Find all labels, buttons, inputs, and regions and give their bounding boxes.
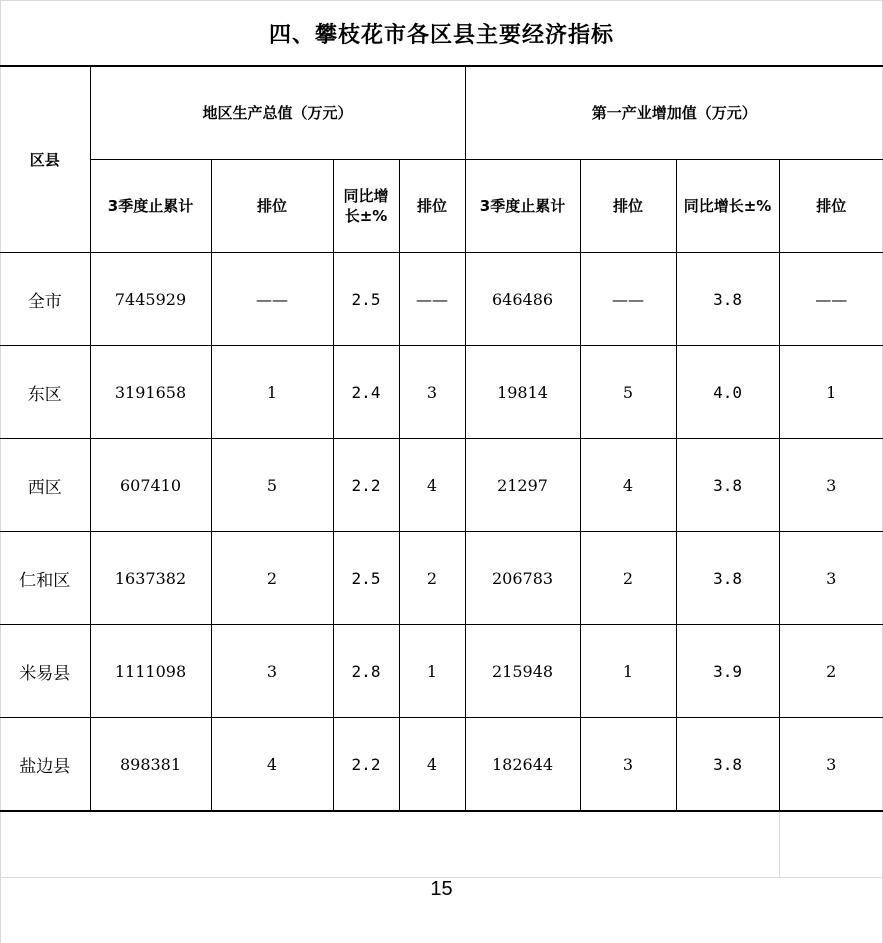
header-district-label: 区县 — [29, 150, 60, 169]
economic-indicators-table — [0, 66, 883, 812]
primary-rank-cell: 1 — [580, 625, 676, 718]
table-row — [0, 718, 883, 812]
table-row — [0, 439, 883, 532]
table-row — [0, 532, 883, 625]
table-row — [0, 253, 883, 346]
district-cell: 西区 — [0, 439, 90, 532]
gdp-cell: 7445929 — [90, 253, 211, 346]
gdp-yoy-cell: 2.8 — [333, 625, 399, 718]
primary-cell: 215948 — [465, 625, 580, 718]
header-gdp-cumulative: 3季度止累计 — [90, 160, 211, 253]
primary-yoy-rank-cell: 3 — [779, 532, 883, 625]
header-gdp-yoy-rank: 排位 — [399, 160, 465, 253]
primary-yoy-cell: 3.8 — [676, 253, 779, 346]
gdp-yoy-cell: 2.4 — [333, 346, 399, 439]
district-cell: 仁和区 — [0, 532, 90, 625]
primary-rank-cell: 4 — [580, 439, 676, 532]
gdp-cell: 1637382 — [90, 532, 211, 625]
primary-yoy-rank-cell: 2 — [779, 625, 883, 718]
header-primary-yoy: 同比增长±% — [676, 160, 779, 253]
gdp-cell: 607410 — [90, 439, 211, 532]
header-gdp-yoy: 同比增长±% — [333, 160, 399, 253]
primary-yoy-cell: 4.0 — [676, 346, 779, 439]
header-primary-cumulative: 3季度止累计 — [465, 160, 580, 253]
gdp-rank-cell: 3 — [211, 625, 333, 718]
district-cell: 东区 — [0, 346, 90, 439]
primary-yoy-cell: 3.9 — [676, 625, 779, 718]
gdp-rank-cell: 1 — [211, 346, 333, 439]
primary-rank-cell: 2 — [580, 532, 676, 625]
header-gdp-rank: 排位 — [211, 160, 333, 253]
grid-line — [779, 811, 780, 877]
page-number: 15 — [430, 878, 453, 900]
primary-rank-cell: —— — [580, 253, 676, 346]
gdp-yoy-rank-cell: 4 — [399, 718, 465, 812]
primary-rank-cell: 5 — [580, 346, 676, 439]
header-group-gdp — [90, 67, 465, 160]
primary-yoy-cell: 3.8 — [676, 718, 779, 812]
primary-yoy-rank-cell: 3 — [779, 718, 883, 812]
primary-yoy-rank-cell: —— — [779, 253, 883, 346]
primary-cell: 182644 — [465, 718, 580, 812]
primary-cell: 646486 — [465, 253, 580, 346]
gdp-rank-cell: 2 — [211, 532, 333, 625]
gdp-yoy-cell: 2.5 — [333, 253, 399, 346]
gdp-cell: 3191658 — [90, 346, 211, 439]
district-cell: 盐边县 — [0, 718, 90, 812]
district-cell: 全市 — [0, 253, 90, 346]
primary-yoy-cell: 3.8 — [676, 532, 779, 625]
table-row — [0, 346, 883, 439]
table-row — [0, 625, 883, 718]
header-district — [0, 67, 90, 253]
header-group-gdp-label: 地区生产总值（万元） — [202, 104, 353, 122]
primary-rank-cell: 3 — [580, 718, 676, 812]
header-group-primary-label: 第一产业增加值（万元） — [591, 104, 757, 122]
primary-cell: 21297 — [465, 439, 580, 532]
gdp-yoy-rank-cell: 1 — [399, 625, 465, 718]
table-title: 四、攀枝花市各区县主要经济指标 — [268, 22, 614, 48]
primary-yoy-cell: 3.8 — [676, 439, 779, 532]
gdp-rank-cell: 5 — [211, 439, 333, 532]
primary-yoy-rank-cell: 1 — [779, 346, 883, 439]
gdp-yoy-cell: 2.2 — [333, 718, 399, 812]
gdp-yoy-rank-cell: 4 — [399, 439, 465, 532]
primary-cell: 206783 — [465, 532, 580, 625]
district-cell: 米易县 — [0, 625, 90, 718]
gdp-yoy-rank-cell: 3 — [399, 346, 465, 439]
header-primary-yoy-rank: 排位 — [779, 160, 883, 253]
header-primary-rank: 排位 — [580, 160, 676, 253]
header-group-primary — [465, 67, 883, 160]
primary-cell: 19814 — [465, 346, 580, 439]
gdp-cell: 898381 — [90, 718, 211, 812]
gdp-yoy-cell: 2.5 — [333, 532, 399, 625]
gdp-rank-cell: 4 — [211, 718, 333, 812]
gdp-cell: 1111098 — [90, 625, 211, 718]
gdp-yoy-cell: 2.2 — [333, 439, 399, 532]
gdp-yoy-rank-cell: —— — [399, 253, 465, 346]
gdp-yoy-rank-cell: 2 — [399, 532, 465, 625]
gdp-rank-cell: —— — [211, 253, 333, 346]
primary-yoy-rank-cell: 3 — [779, 439, 883, 532]
